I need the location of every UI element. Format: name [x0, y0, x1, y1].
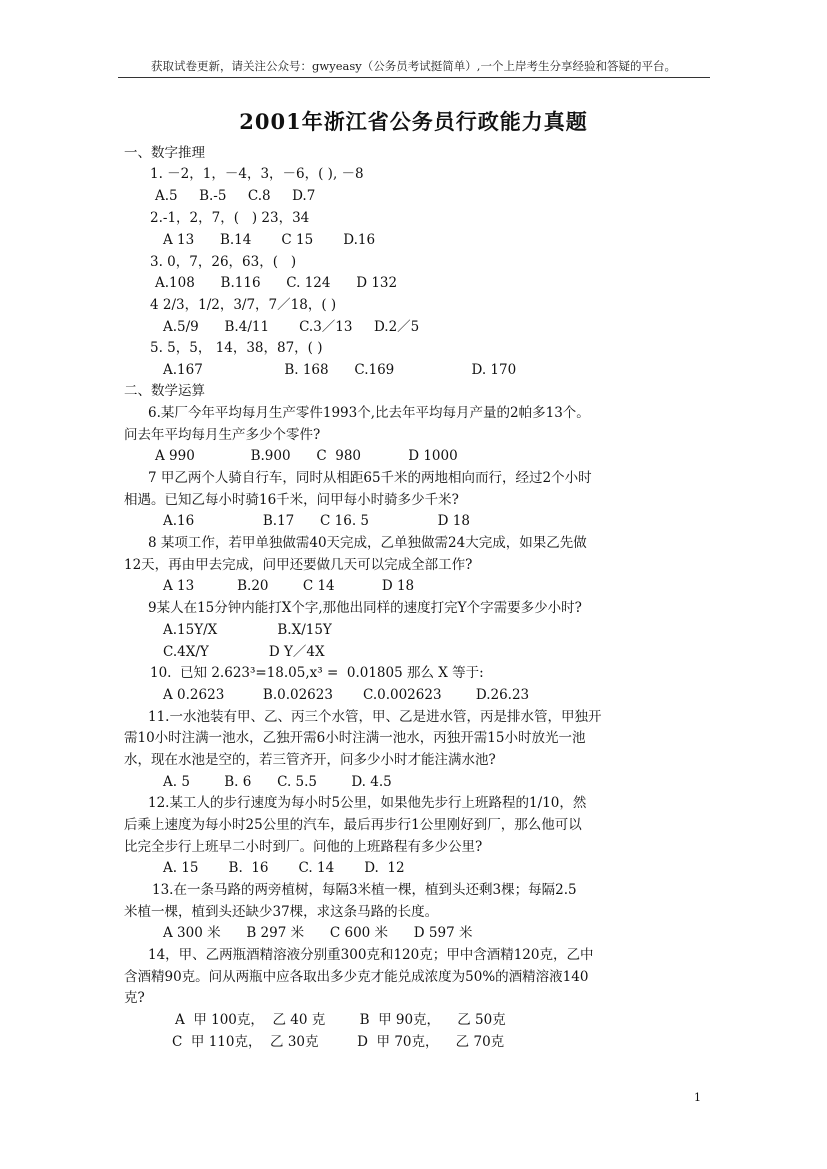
question-line: 13.在一条马路的两旁植树，每隔3米植一棵，植到头还剩3棵；每隔2.5 [152, 882, 577, 898]
section-heading: 二、数学运算 [124, 383, 205, 399]
question-line: 问去年平均每月生产多少个零件? [124, 427, 321, 443]
answer-options: C.4X/Y D Y／4X [163, 644, 325, 660]
question-line: 米植一棵，植到头还缺少37棵，求这条马路的长度。 [124, 904, 439, 920]
question-line: 需10小时注满一池水，乙独开需6小时注满一池水，丙独开需15小时放光一池 [124, 730, 586, 746]
question-line: 12.某工人的步行速度为每小时5公里，如果他先步行上班路程的1/10，然 [148, 795, 587, 811]
page-title: 2001年浙江省公务员行政能力真题 [239, 109, 588, 134]
question-line: 4 2/3，1/2，3/7，7／18，( ) [150, 297, 337, 313]
question-line: 克? [124, 990, 145, 1006]
answer-options: A 甲 100克， 乙 40 克 B 甲 90克， 乙 50克 [175, 1012, 506, 1028]
answer-options: A.167 B. 168 C.169 D. 170 [163, 362, 517, 378]
answer-options: A 13 B.14 C 15 D.16 [163, 232, 376, 248]
answer-options: A.108 B.116 C. 124 D 132 [155, 275, 398, 291]
answer-options: A 300 米 B 297 米 C 600 米 D 597 米 [163, 925, 473, 941]
question-line: 水，现在水池是空的，若三管齐开，问多少小时才能注满水池? [124, 752, 496, 768]
question-line: 后乘上速度为每小时25公里的汽车，最后再步行1公里刚好到厂，那么他可以 [124, 817, 582, 833]
question-line: 14，甲、乙两瓶酒精溶液分别重300克和120克；甲中含酒精120克，乙中 [148, 947, 594, 963]
section-heading: 一、数字推理 [124, 145, 205, 161]
answer-options: A 0.2623 B.0.02623 C.0.002623 D.26.23 [163, 687, 530, 703]
answer-options: A 13 B.20 C 14 D 18 [163, 578, 415, 594]
answer-options: C 甲 110克， 乙 30克 D 甲 70克， 乙 70克 [172, 1034, 505, 1050]
question-line: 9某人在15分钟内能打X个字,那他出同样的速度打完Y个字需要多少小时? [148, 600, 582, 616]
question-line: 比完全步行上班早二小时到厂。问他的上班路程有多少公里? [124, 839, 483, 855]
question-line: 7 甲乙两个人骑自行车，同时从相距65千米的两地相向而行，经过2个小时 [148, 470, 592, 486]
page-number: 1 [694, 1091, 701, 1104]
question-line: 12天，再由甲去完成，问甲还要做几天可以完成全部工作? [124, 557, 473, 573]
question-line: 6.某厂今年平均每月生产零件1993个,比去年平均每月产量的2帕多13个。 [148, 405, 590, 421]
question-line: 5. 5，5， 14，38，87，( ) [150, 340, 323, 356]
question-line: 8 某项工作，若甲单独做需40天完成，乙单独做需24大完成，如果乙先做 [148, 535, 587, 551]
answer-options: A. 5 B. 6 C. 5.5 D. 4.5 [163, 774, 392, 790]
question-line: 相遇。已知乙每小时骑16千米，问甲每小时骑多少千米? [124, 492, 459, 508]
answer-options: A.16 B.17 C 16. 5 D 18 [163, 513, 470, 529]
question-line: 3. 0，7，26，63，( ) [150, 254, 297, 270]
header-divider [118, 77, 710, 78]
answer-options: A.15Y/X B.X/15Y [163, 622, 332, 638]
header-notice: 获取试卷更新，请关注公众号：gwyeasy（公务员考试挺简单）,一个上岸考生分享经验和答疑的平台。 [151, 59, 676, 73]
question-line: 11.一水池装有甲、乙、丙三个水管，甲、乙是进水管，丙是排水管，甲独开 [148, 709, 602, 725]
question-line: 10. 已知 2.623³=18.05,x³ = 0.01805 那么 X 等于: [150, 665, 484, 681]
answer-options: A.5/9 B.4/11 C.3／13 D.2／5 [163, 319, 420, 335]
question-line: 2.-1，2，7，( ) 23，34 [150, 210, 310, 226]
question-line: 含酒精90克。问从两瓶中应各取出多少克才能兑成浓度为50%的酒精溶液140 [124, 969, 589, 985]
answer-options: A 990 B.900 C 980 D 1000 [155, 448, 458, 464]
answer-options: A. 15 B. 16 C. 14 D. 12 [163, 860, 405, 876]
answer-options: A.5 B.-5 C.8 D.7 [155, 188, 316, 204]
question-line: 1. －2，1，－4，3，－6，( ), －8 [150, 166, 364, 182]
